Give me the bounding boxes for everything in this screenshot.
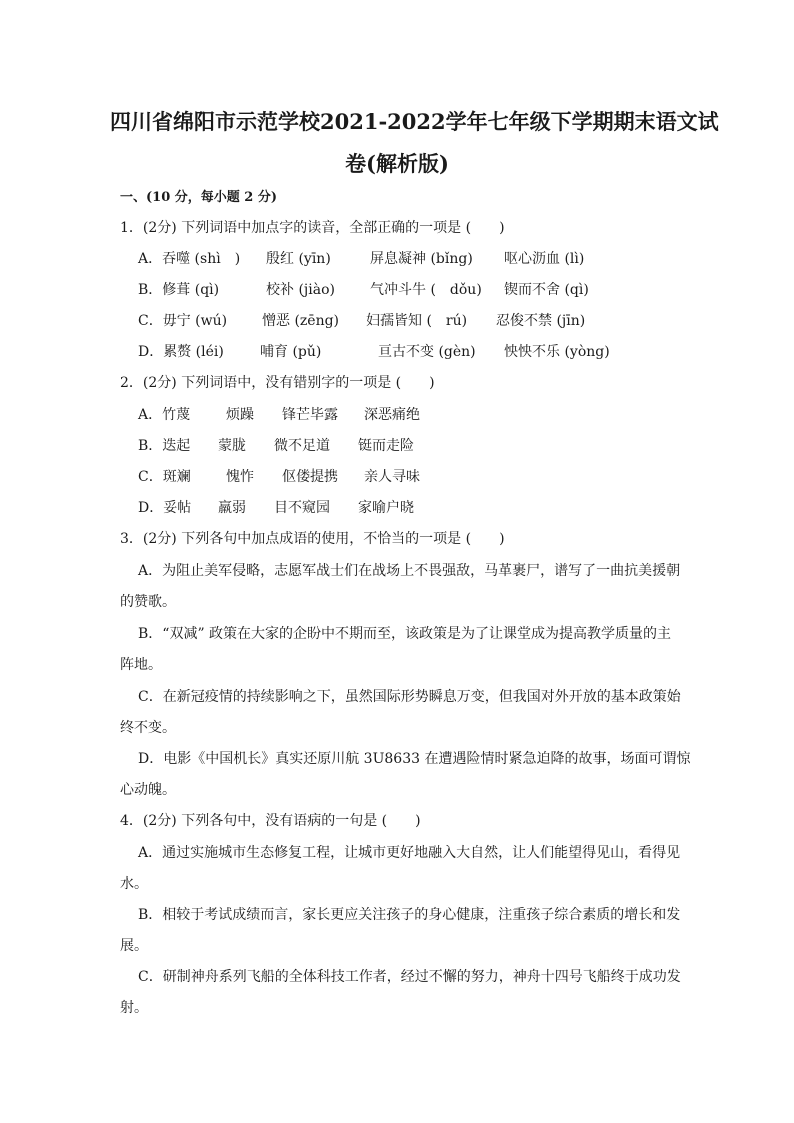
option-item: 目不窥园 bbox=[274, 500, 330, 516]
option-item: 呕心沥血 (lì) bbox=[504, 251, 585, 267]
document-title-line2: 卷(解析版) bbox=[345, 151, 449, 176]
option-item: B．迭起 bbox=[138, 438, 191, 454]
option-item: 气冲斗牛 ( dǒu) bbox=[370, 282, 482, 298]
option-item: 殷红 (yīn) bbox=[266, 251, 331, 267]
document-title-line1: 四川省绵阳市示范学校2021-2022学年七年级下学期期末语文试 bbox=[110, 109, 719, 134]
question-3-option-a-cont: 的赞歌。 bbox=[120, 594, 176, 610]
option-item: 忍俊不禁 (jīn) bbox=[496, 313, 586, 329]
question-3-stem: 3．(2分) 下列各句中加点成语的使用，不恰当的一项是 ( ) bbox=[120, 531, 505, 547]
option-item: D．妥帖 bbox=[138, 500, 192, 516]
question-3-option-b: B．“双减” 政策在大家的企盼中不期而至，该政策是为了让课堂成为提高教学质量的主 bbox=[138, 626, 672, 642]
option-item: 羸弱 bbox=[218, 500, 246, 516]
question-4-option-a-cont: 水。 bbox=[120, 876, 148, 892]
question-4-option-c: C．研制神舟系列飞船的全体科技工作者，经过不懈的努力，神舟十四号飞船终于成功发 bbox=[138, 969, 681, 985]
option-item: C．斑斓 bbox=[138, 469, 191, 485]
question-4-option-c-cont: 射。 bbox=[120, 1000, 148, 1016]
question-3-option-a: A．为阻止美军侵略，志愿军战士们在战场上不畏强敌，马革裹尸，谱写了一曲抗美援朝 bbox=[138, 563, 681, 579]
option-item: 亲人寻味 bbox=[364, 469, 420, 485]
question-3-option-c: C．在新冠疫情的持续影响之下，虽然国际形势瞬息万变，但我国对外开放的基本政策始 bbox=[138, 689, 681, 705]
option-item: C．毋宁 (wú) bbox=[138, 313, 228, 329]
option-item: 亘古不变 (gèn) bbox=[378, 344, 476, 360]
option-item: A．吞噬 (shì ) bbox=[138, 251, 241, 267]
option-item: D．累赘 (léi) bbox=[138, 344, 224, 360]
option-item: 怏怏不乐 (yòng) bbox=[504, 344, 610, 360]
question-4-option-b-cont: 展。 bbox=[120, 938, 148, 954]
question-3-option-d: D．电影《中国机长》真实还原川航 3U8633 在遭遇险情时紧急迫降的故事，场面可谓惊 bbox=[138, 751, 691, 767]
option-item: 屏息凝神 (bǐng) bbox=[370, 251, 473, 267]
option-item: B．修葺 (qì) bbox=[138, 282, 220, 298]
section-heading: 一、(10 分，每小题 2 分) bbox=[120, 190, 278, 205]
option-item: 铤而走险 bbox=[358, 438, 414, 454]
question-4-option-b: B．相较于考试成绩而言，家长更应关注孩子的身心健康，注重孩子综合素质的增长和发 bbox=[138, 907, 681, 923]
question-1-stem: 1．(2分) 下列词语中加点字的读音，全部正确的一项是 ( ) bbox=[120, 220, 505, 236]
option-item: 憎恶 (zēng) bbox=[262, 313, 340, 329]
option-item: 妇孺皆知 ( rú) bbox=[366, 313, 468, 329]
question-3-option-d-cont: 心动魄。 bbox=[120, 782, 176, 798]
option-item: 烦躁 bbox=[226, 407, 254, 423]
option-item: 家喻户晓 bbox=[358, 500, 414, 516]
question-3-option-c-cont: 终不变。 bbox=[120, 720, 176, 736]
option-item: 伛偻提携 bbox=[282, 469, 338, 485]
question-3-option-b-cont: 阵地。 bbox=[120, 657, 162, 673]
question-2-stem: 2．(2分) 下列词语中，没有错别字的一项是 ( ) bbox=[120, 375, 435, 391]
option-item: 锋芒毕露 bbox=[282, 407, 338, 423]
question-4-option-a: A．通过实施城市生态修复工程，让城市更好地融入大自然，让人们能望得见山，看得见 bbox=[138, 845, 681, 861]
option-item: 锲而不舍 (qì) bbox=[504, 282, 589, 298]
option-item: 校补 (jiào) bbox=[266, 282, 335, 298]
question-4-stem: 4．(2分) 下列各句中，没有语病的一句是 ( ) bbox=[120, 813, 421, 829]
option-item: 蒙胧 bbox=[218, 438, 246, 454]
option-item: 愧怍 bbox=[226, 469, 254, 485]
option-item: 深恶痛绝 bbox=[364, 407, 420, 423]
option-item: A．竹蔑 bbox=[138, 407, 191, 423]
option-item: 哺育 (pǔ) bbox=[260, 344, 322, 360]
option-item: 微不足道 bbox=[274, 438, 330, 454]
